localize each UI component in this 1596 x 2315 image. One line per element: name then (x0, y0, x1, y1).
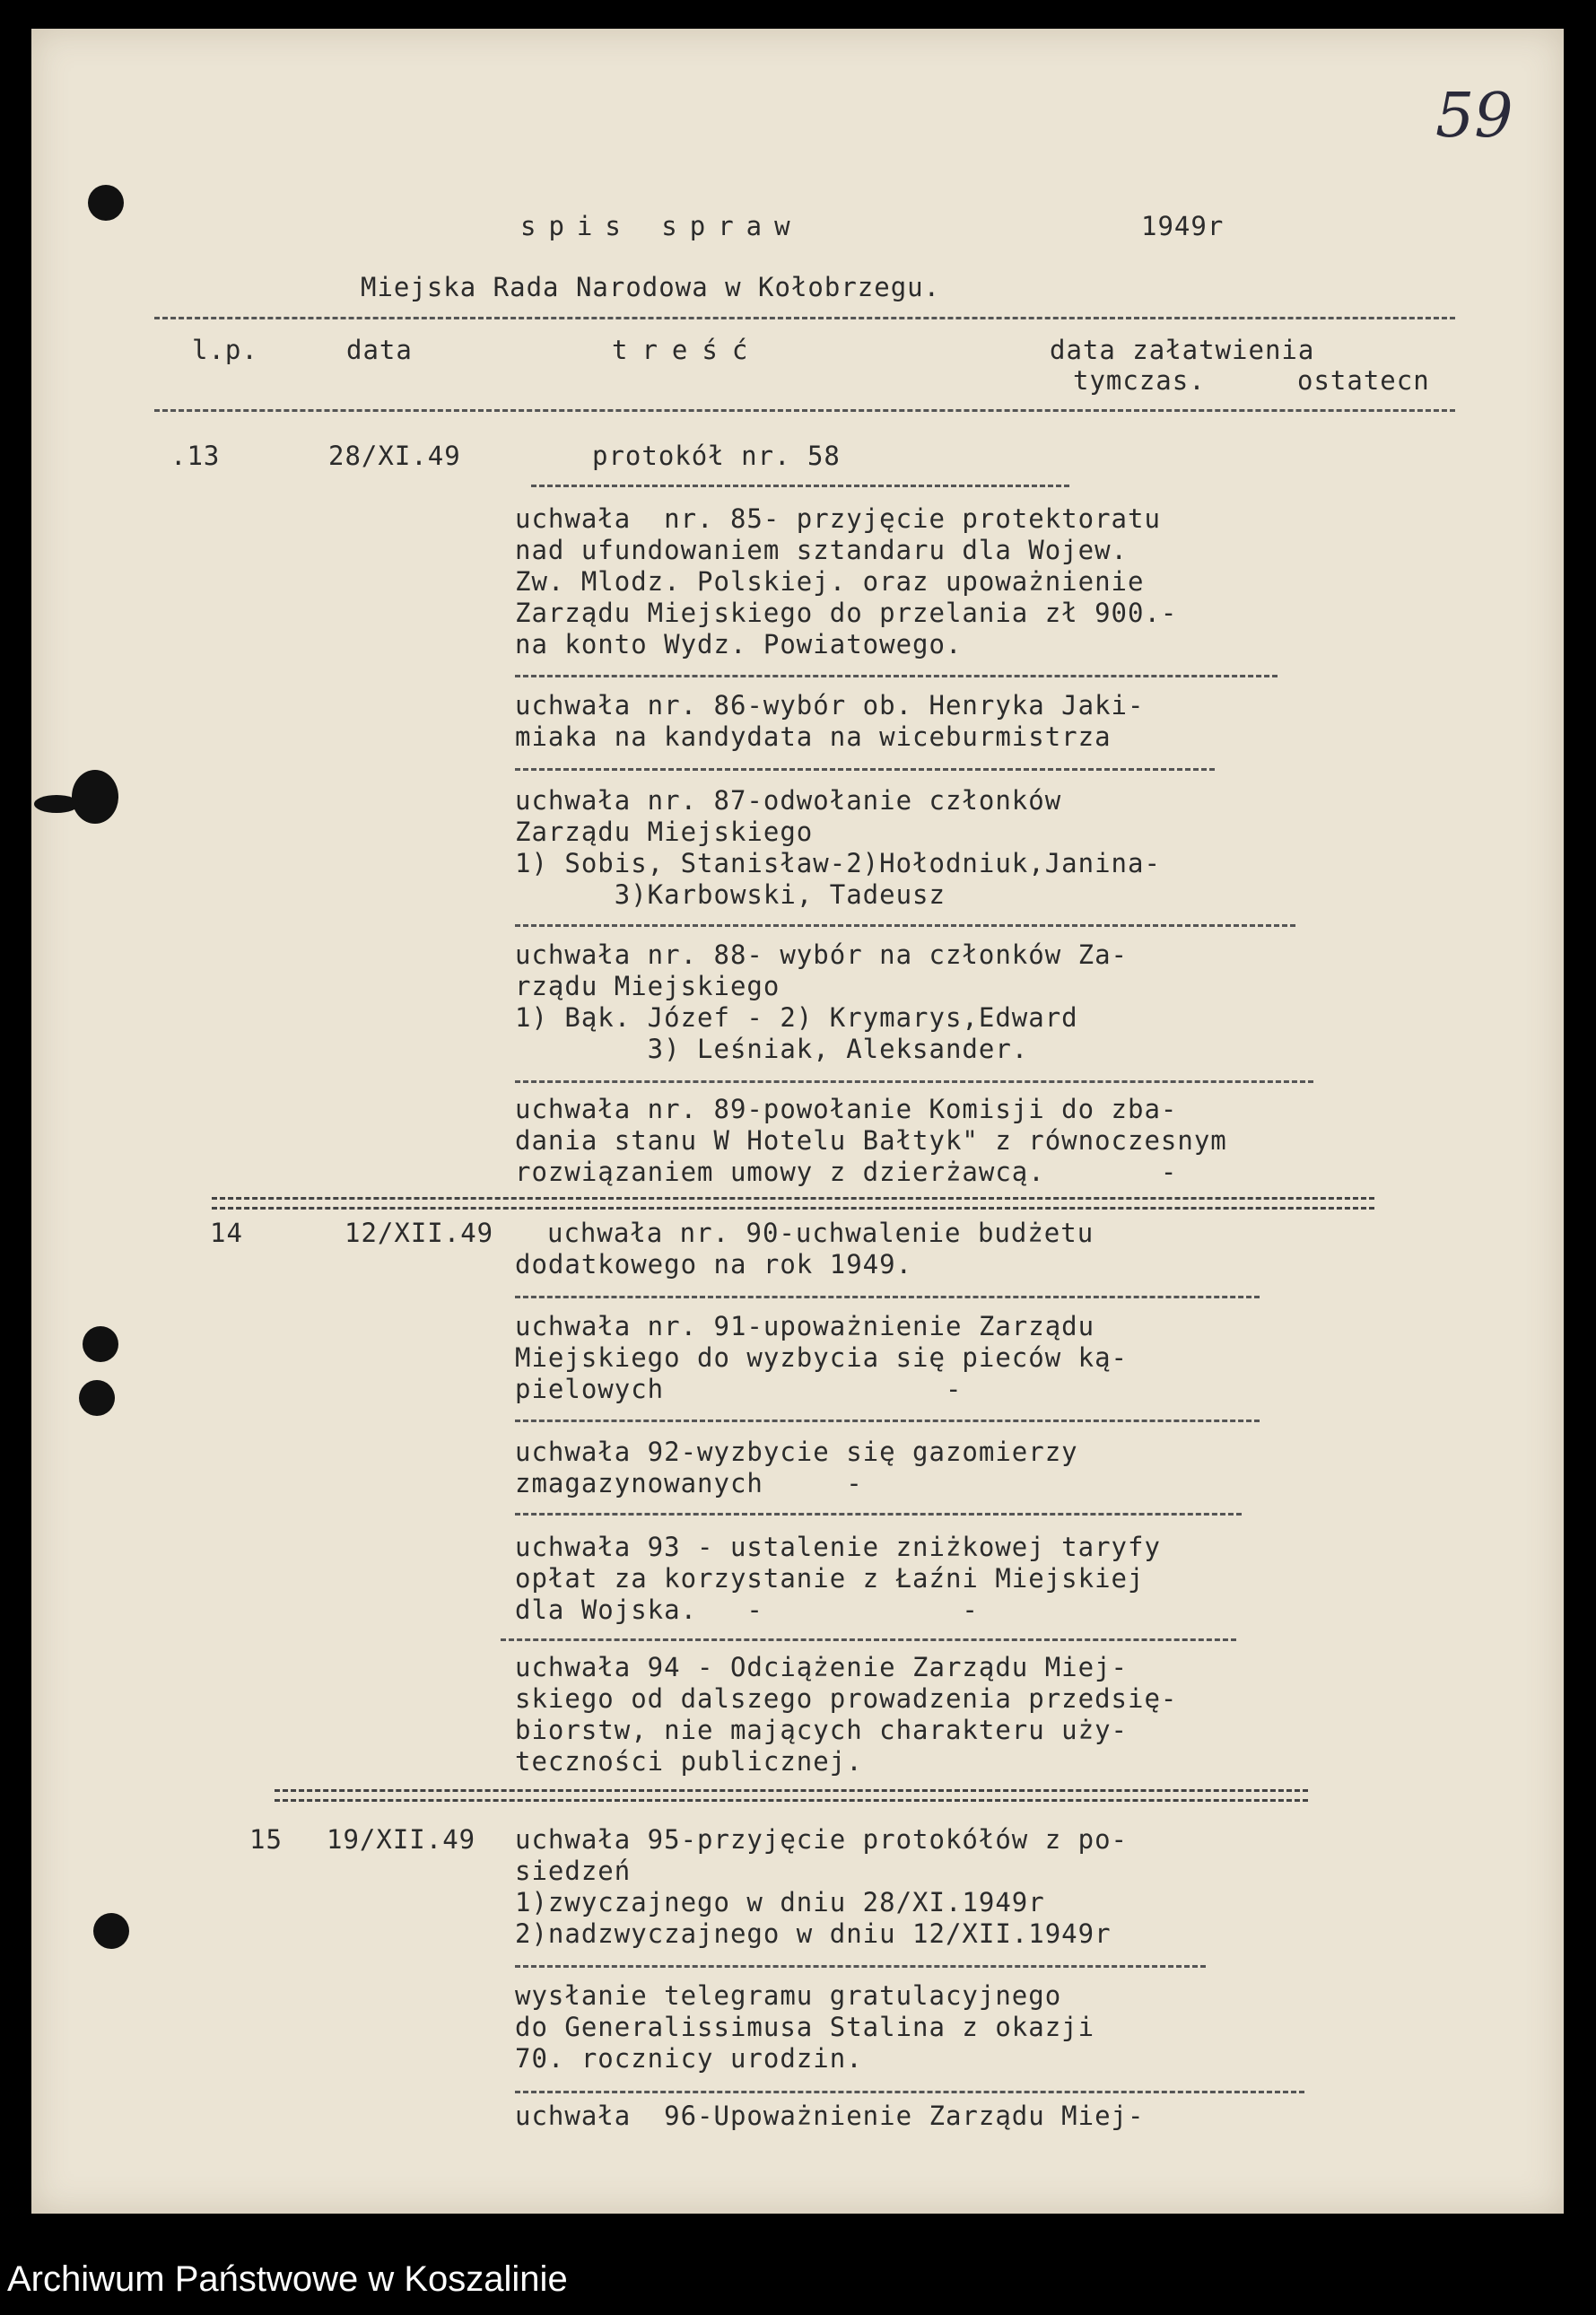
item-rule (515, 768, 1215, 771)
resolution-line: 3)Karbowski, Tadeusz (515, 879, 946, 910)
resolution-line: teczności publicznej. (515, 1746, 863, 1777)
resolution-line: dodatkowego na rok 1949. (515, 1249, 913, 1280)
resolution-line: miaka na kandydata na wiceburmistrza (515, 721, 1112, 752)
punch-hole (93, 1913, 129, 1949)
entry-lp: 15 (249, 1824, 283, 1855)
resolution-line: uchwała nr. 90-uchwalenie budżetu (547, 1218, 1095, 1248)
council-name: Miejska Rada Narodowa w Kołobrzegu. (361, 272, 941, 302)
entry-lp: .13 (170, 441, 221, 471)
resolution-line: 3) Leśniak, Aleksander. (515, 1034, 1029, 1064)
resolution-line: uchwała nr. 89-powołanie Komisji do zba- (515, 1094, 1178, 1124)
archive-footer: Archiwum Państwowe w Koszalinie (7, 2259, 568, 2299)
resolution-line: uchwała nr. 87-odwołanie członków (515, 785, 1062, 816)
resolution-line: uchwała 94 - Odciążenie Zarządu Miej- (515, 1652, 1129, 1682)
resolution-line: nad ufundowaniem sztandaru dla Wojew. (515, 535, 1129, 565)
page-number: 59 (1435, 81, 1513, 152)
column-header-rule (154, 409, 1455, 412)
resolution-line: uchwała nr. 85- przyjęcie protektoratu (515, 503, 1161, 534)
item-rule (515, 1296, 1260, 1298)
punch-hole (79, 1380, 115, 1416)
col-lp: l.p. (192, 335, 258, 365)
resolution-line: Zarządu Miejskiego (515, 817, 814, 847)
entry-date: 12/XII.49 (344, 1218, 494, 1248)
resolution-line: pielowych - (515, 1374, 963, 1404)
item-rule (515, 1513, 1242, 1516)
item-rule (515, 2091, 1304, 2093)
item-rule (515, 1965, 1206, 1968)
resolution-line: uchwała nr. 88- wybór na członków Za- (515, 939, 1129, 970)
resolution-line: skiego od dalszego prowadzenia przedsię- (515, 1683, 1178, 1714)
resolution-line: uchwała 93 - ustalenie zniżkowej taryfy (515, 1532, 1161, 1562)
col-tymczas: tymczas. (1073, 365, 1206, 396)
col-data-zalatwienia: data załatwienia (1050, 335, 1315, 365)
ink-blot (72, 770, 118, 824)
resolution-line: 2)nadzwyczajnego w dniu 12/XII.1949r (515, 1918, 1112, 1949)
resolution-line: do Generalissimusa Stalina z okazji (515, 2012, 1095, 2042)
resolution-line: zmagazynowanych - (515, 1468, 863, 1498)
resolution-line: opłat za korzystanie z Łaźni Miejskiej (515, 1563, 1145, 1594)
resolution-line: 1) Bąk. Józef - 2) Krymarys,Edward (515, 1002, 1078, 1033)
resolution-line: dania stanu W Hotelu Bałtyk" z równoczesnym (515, 1125, 1227, 1156)
resolution-line: uchwała 95-przyjęcie protokółów z po- (515, 1824, 1129, 1855)
resolution-line: rozwiązaniem umowy z dzierżawcą. - (515, 1157, 1178, 1187)
item-rule (515, 1420, 1260, 1422)
entry-separator (212, 1197, 1374, 1210)
resolution-line: 1) Sobis, Stanisław-2)Hołodniuk,Janina- (515, 848, 1161, 878)
col-tresc: treść (612, 335, 763, 365)
resolution-line: uchwała nr. 86-wybór ob. Henryka Jaki- (515, 690, 1145, 721)
item-rule (515, 1080, 1313, 1083)
entry-heading: protokół nr. 58 (592, 441, 841, 471)
resolution-line: Miejskiego do wyzbycia się pieców ką- (515, 1342, 1129, 1373)
item-rule (501, 1638, 1236, 1641)
doc-year: 1949r (1141, 211, 1225, 241)
punch-hole (83, 1326, 118, 1362)
header-rule (154, 317, 1455, 319)
resolution-line: 70. rocznicy urodzin. (515, 2043, 863, 2074)
resolution-line: uchwała 96-Upoważnienie Zarządu Miej- (515, 2101, 1145, 2131)
resolution-line: na konto Wydz. Powiatowego. (515, 629, 963, 660)
resolution-line: siedzeń (515, 1856, 632, 1886)
resolution-line: Zw. Mlodz. Polskiej. oraz upoważnienie (515, 566, 1145, 597)
doc-title: spis spraw (520, 211, 803, 241)
item-rule (515, 924, 1295, 927)
col-data: data (346, 335, 413, 365)
resolution-line: uchwała nr. 91-upoważnienie Zarządu (515, 1311, 1095, 1341)
resolution-line: biorstw, nie mających charakteru uży- (515, 1715, 1129, 1745)
entry-date: 19/XII.49 (327, 1824, 476, 1855)
entry-date: 28/XI.49 (328, 441, 461, 471)
ink-blot (34, 795, 79, 813)
resolution-line: Zarządu Miejskiego do przelania zł 900.- (515, 598, 1178, 628)
resolution-line: uchwała 92-wyzbycie się gazomierzy (515, 1437, 1078, 1467)
item-rule (531, 485, 1069, 487)
entry-separator (275, 1789, 1308, 1802)
item-rule (515, 675, 1278, 677)
resolution-line: wysłanie telegramu gratulacyjnego (515, 1980, 1062, 2011)
punch-hole (88, 185, 124, 221)
resolution-line: rządu Miejskiego (515, 971, 781, 1001)
resolution-line: dla Wojska. - - (515, 1594, 979, 1625)
entry-lp: 14 (210, 1218, 243, 1248)
col-ostatecz: ostatecn (1297, 365, 1430, 396)
resolution-line: 1)zwyczajnego w dniu 28/XI.1949r (515, 1887, 1045, 1918)
